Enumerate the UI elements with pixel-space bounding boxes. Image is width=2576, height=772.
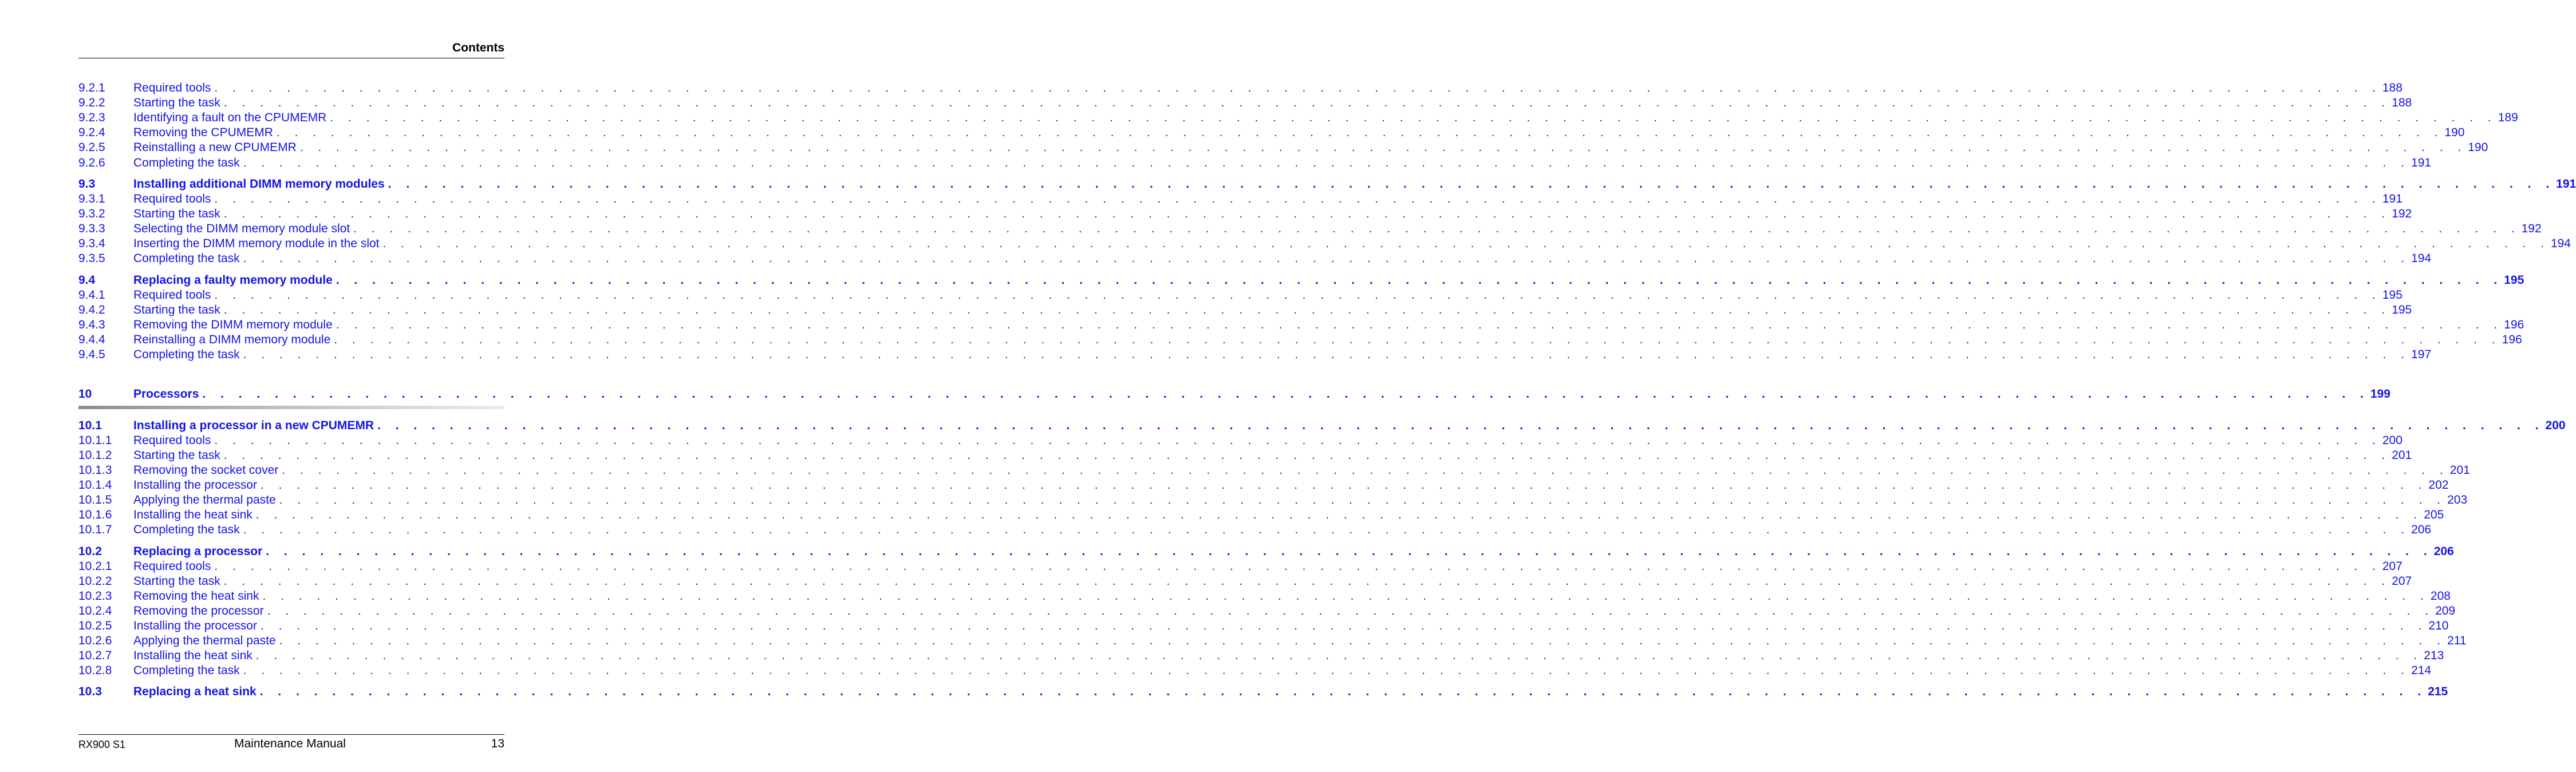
toc-entry[interactable]	[78, 348, 2432, 363]
toc-dot-leader: . . . . . . . . . . . . . . . . . . . . . . . . . . . . . . . . . . . . . . . . . . . . . . . . . . . . . . . . . . . . . . . . . . . . . . . . . . . . . . . . . . . . . . . . . . . . . . . . . . . . . . . . . . . . . . . . . . . . . . . .	[259, 685, 2427, 698]
toc-section-number: 10.1.4	[78, 478, 112, 492]
toc-dot-leader: . . . . . . . . . . . . . . . . . . . . . . . . . . . . . . . . . . . . . . . . . . . . . . . . . . . . . . . . . . . . . . . . . . . . . . . . . . . . . . . . . . . . . . . . . . . . . . . . . . . . . . . . . . . . . . . . . . . . . . . .	[377, 419, 2545, 432]
toc-section-title: Required tools	[133, 288, 211, 302]
toc-dot-leader: . . . . . . . . . . . . . . . . . . . . . . . . . . . . . . . . . . . . . . . . . . . . . . . . . . . . . . . . . . . . . . . . . . . . . . . . . . . . . . . . . . . . . . . . . . . . . . . . . . . . . . . . . . . . . . . . . . . . . . . .	[336, 318, 2503, 331]
toc-section-number: 10.2.2	[78, 575, 112, 588]
toc-dot-leader: . . . . . . . . . . . . . . . . . . . . . . . . . . . . . . . . . . . . . . . . . . . . . . . . . . . . . . . . . . . . . . . . . . . . . . . . . . . . . . . . . . . . . . . . . . . . . . . . . . . . . . . . . . . . . . . . . . . . . . . .	[336, 274, 2503, 287]
toc-section-title: Reinstalling a DIMM memory module	[133, 333, 331, 346]
toc-entry[interactable]	[78, 81, 2403, 96]
toc-dot-leader: . . . . . . . . . . . . . . . . . . . . . . . . . . . . . . . . . . . . . . . . . . . . . . . . . . . . . . . . . . . . . . . . . . . . . . . . . . . . . . . . . . . . . . . . . . . . . . . . . . . . . . . . . . . . . . . . . . . . . . . .	[266, 545, 2433, 558]
toc-page-number: 208	[2430, 589, 2451, 603]
toc-entry[interactable]	[78, 333, 2522, 348]
toc-entry-line	[133, 434, 2403, 448]
toc-page-number: 214	[2411, 664, 2432, 677]
footer-product-name: RX900 S1	[78, 739, 126, 750]
toc-page-number: 191	[2556, 177, 2576, 191]
toc-section-title: Required tools	[133, 560, 211, 573]
toc-page-number: 201	[2392, 449, 2412, 462]
toc-dot-leader: . . . . . . . . . . . . . . . . . . . . . . . . . . . . . . . . . . . . . . . . . . . . . . . . . . . . . . . . . . . . . . . . . . . . . . . . . . . . . . . . . . . . . . . . . . . . . . . . . . . . . . . . . . . . . . . . . . . . . . . .	[223, 303, 2391, 316]
toc-entry-line	[133, 141, 2488, 155]
toc-entry-line	[133, 96, 2412, 110]
toc-dot-leader: . . . . . . . . . . . . . . . . . . . . . . . . . . . . . . . . . . . . . . . . . . . . . . . . . . . . . . . . . . . . . . . . . . . . . . . . . . . . . . . . . . . . . . . . . . . . . . . . . . . . . . . . . . . . . . . . . . . . . . . .	[202, 387, 2369, 401]
toc-section-title: Completing the task	[133, 252, 240, 265]
toc-dot-leader: . . . . . . . . . . . . . . . . . . . . . . . . . . . . . . . . . . . . . . . . . . . . . . . . . . . . . . . . . . . . . . . . . . . . . . . . . . . . . . . . . . . . . . . . . . . . . . . . . . . . . . . . . . . . . . . . . . . . . . . .	[262, 589, 2429, 603]
toc-dot-leader: . . . . . . . . . . . . . . . . . . . . . . . . . . . . . . . . . . . . . . . . . . . . . . . . . . . . . . . . . . . . . . . . . . . . . . . . . . . . . . . . . . . . . . . . . . . . . . . . . . . . . . . . . . . . . . . . . . . . . . . .	[382, 237, 2550, 250]
toc-entry[interactable]	[78, 560, 2403, 575]
toc-entry-line	[133, 252, 2432, 266]
toc-entry-line	[133, 207, 2412, 221]
toc-dot-leader: . . . . . . . . . . . . . . . . . . . . . . . . . . . . . . . . . . . . . . . . . . . . . . . . . . . . . . . . . . . . . . . . . . . . . . . . . . . . . . . . . . . . . . . . . . . . . . . . . . . . . . . . . . . . . . . . . . . . . . . .	[353, 222, 2520, 235]
toc-entry[interactable]	[78, 96, 2412, 111]
toc-dot-leader: . . . . . . . . . . . . . . . . . . . . . . . . . . . . . . . . . . . . . . . . . . . . . . . . . . . . . . . . . . . . . . . . . . . . . . . . . . . . . . . . . . . . . . . . . . . . . . . . . . . . . . . . . . . . . . . . . . . . . . . .	[255, 508, 2423, 521]
toc-section-title: Removing the heat sink	[133, 589, 259, 603]
toc-entry-line	[133, 177, 2576, 191]
toc-page-number: 213	[2424, 649, 2444, 662]
toc-dot-leader: . . . . . . . . . . . . . . . . . . . . . . . . . . . . . . . . . . . . . . . . . . . . . . . . . . . . . . . . . . . . . . . . . . . . . . . . . . . . . . . . . . . . . . . . . . . . . . . . . . . . . . . . . . . . . . . . . . . . . . . .	[223, 449, 2391, 462]
toc-entry-line	[133, 560, 2403, 573]
toc-dot-leader: . . . . . . . . . . . . . . . . . . . . . . . . . . . . . . . . . . . . . . . . . . . . . . . . . . . . . . . . . . . . . . . . . . . . . . . . . . . . . . . . . . . . . . . . . . . . . . . . . . . . . . . . . . . . . . . . . . . . . . . .	[223, 575, 2391, 588]
toc-section-title: Replacing a heat sink	[133, 685, 257, 698]
toc-page-number: 191	[2411, 156, 2432, 169]
toc-section-number: 9.3	[78, 177, 96, 191]
toc-page-number: 196	[2504, 318, 2524, 331]
toc-page-number: 199	[2370, 387, 2390, 401]
toc-section-number: 9.4.1	[78, 288, 105, 302]
toc-entry-line	[133, 222, 2542, 236]
toc-section-number: 10.2.8	[78, 664, 112, 677]
toc-section-title: Applying the thermal paste	[133, 493, 276, 506]
toc-section-title: Inserting the DIMM memory module in the slot	[133, 237, 380, 250]
toc-entry[interactable]	[78, 192, 2403, 207]
toc-entry-line	[133, 523, 2432, 537]
toc-section-number: 9.2.2	[78, 96, 105, 109]
toc-entry[interactable]	[78, 434, 2403, 449]
toc-entry-line	[133, 649, 2444, 663]
toc-page-number: 197	[2411, 348, 2432, 361]
toc-page-number: 190	[2444, 126, 2465, 139]
toc-entry-line	[133, 156, 2432, 170]
toc-section-title: Completing the task	[133, 156, 240, 169]
toc-section-title: Completing the task	[133, 523, 240, 536]
toc-entry[interactable]	[78, 493, 2468, 508]
toc-entry-line	[133, 111, 2518, 125]
toc-entry[interactable]	[78, 222, 2542, 237]
toc-section-title: Starting the task	[133, 207, 220, 220]
toc-entry[interactable]	[78, 545, 2454, 560]
toc-page-number: 189	[2498, 111, 2518, 124]
toc-section-title: Starting the task	[133, 303, 220, 316]
toc-dot-leader: . . . . . . . . . . . . . . . . . . . . . . . . . . . . . . . . . . . . . . . . . . . . . . . . . . . . . . . . . . . . . . . . . . . . . . . . . . . . . . . . . . . . . . . . . . . . . . . . . . . . . . . . . . . . . . . . . . . . . . . .	[267, 604, 2435, 617]
toc-entry-line	[133, 619, 2449, 633]
toc-page-number: 209	[2435, 604, 2456, 617]
toc-entry-line	[133, 192, 2403, 206]
toc-section-number: 10.1.7	[78, 523, 112, 536]
toc-section-number: 10.2.1	[78, 560, 112, 573]
toc-entry[interactable]	[78, 419, 2566, 434]
toc-section-number: 9.2.3	[78, 111, 105, 124]
toc-entry-line	[133, 81, 2403, 95]
toc-section-title: Selecting the DIMM memory module slot	[133, 222, 350, 235]
toc-section-title: Processors	[133, 387, 199, 401]
toc-page-number: 194	[2550, 237, 2571, 250]
toc-section-title: Starting the task	[133, 575, 220, 588]
toc-section-number: 10.1.2	[78, 449, 112, 462]
toc-section-number: 10.3	[78, 685, 102, 698]
toc-page-number: 188	[2392, 96, 2412, 109]
toc-section-number: 9.3.4	[78, 237, 105, 250]
toc-dot-leader: . . . . . . . . . . . . . . . . . . . . . . . . . . . . . . . . . . . . . . . . . . . . . . . . . . . . . . . . . . . . . . . . . . . . . . . . . . . . . . . . . . . . . . . . . . . . . . . . . . . . . . . . . . . . . . . . . . . . . . . .	[299, 141, 2467, 154]
toc-entry-line	[133, 464, 2470, 477]
toc-section-title: Required tools	[133, 81, 211, 94]
toc-section-number: 10.1.1	[78, 434, 112, 447]
toc-section-number: 10.2.4	[78, 604, 112, 617]
toc-dot-leader: . . . . . . . . . . . . . . . . . . . . . . . . . . . . . . . . . . . . . . . . . . . . . . . . . . . . . . . . . . . . . . . . . . . . . . . . . . . . . . . . . . . . . . . . . . . . . . . . . . . . . . . . . . . . . . . . . . . . . . . .	[214, 560, 2381, 573]
toc-section-number: 10.2.3	[78, 589, 112, 603]
footer-document-title: Maintenance Manual	[234, 737, 346, 750]
toc-entry[interactable]	[78, 288, 2403, 303]
toc-section-title: Installing additional DIMM memory modules	[133, 177, 385, 191]
toc-entry-line	[133, 126, 2465, 140]
toc-entry-line	[133, 508, 2444, 522]
toc-dot-leader: . . . . . . . . . . . . . . . . . . . . . . . . . . . . . . . . . . . . . . . . . . . . . . . . . . . . . . . . . . . . . . . . . . . . . . . . . . . . . . . . . . . . . . . . . . . . . . . . . . . . . . . . . . . . . . . . . . . . . . . .	[243, 523, 2411, 536]
toc-entry[interactable]	[78, 649, 2444, 664]
toc-section-title: Replacing a faulty memory module	[133, 274, 333, 287]
toc-entry[interactable]	[78, 207, 2412, 222]
toc-section-title: Installing the heat sink	[133, 649, 253, 662]
toc-section-number: 9.2.5	[78, 141, 105, 154]
toc-page-number: 191	[2382, 192, 2403, 205]
toc-dot-leader: . . . . . . . . . . . . . . . . . . . . . . . . . . . . . . . . . . . . . . . . . . . . . . . . . . . . . . . . . . . . . . . . . . . . . . . . . . . . . . . . . . . . . . . . . . . . . . . . . . . . . . . . . . . . . . . . . . . . . . . .	[388, 177, 2555, 191]
toc-section-number: 10.2	[78, 545, 102, 558]
toc-entry-line	[133, 274, 2524, 287]
toc-section-number: 9.4.5	[78, 348, 105, 361]
toc-entry[interactable]	[78, 387, 2390, 402]
toc-section-title: Installing the processor	[133, 619, 257, 632]
toc-dot-leader: . . . . . . . . . . . . . . . . . . . . . . . . . . . . . . . . . . . . . . . . . . . . . . . . . . . . . . . . . . . . . . . . . . . . . . . . . . . . . . . . . . . . . . . . . . . . . . . . . . . . . . . . . . . . . . . . . . . . . . . .	[243, 664, 2411, 677]
toc-entry[interactable]	[78, 449, 2412, 464]
toc-entry[interactable]	[78, 126, 2465, 141]
toc-entry[interactable]	[78, 508, 2444, 523]
toc-section-title: Identifying a fault on the CPUMEMR	[133, 111, 327, 124]
toc-entry-line	[133, 478, 2449, 492]
toc-dot-leader: . . . . . . . . . . . . . . . . . . . . . . . . . . . . . . . . . . . . . . . . . . . . . . . . . . . . . . . . . . . . . . . . . . . . . . . . . . . . . . . . . . . . . . . . . . . . . . . . . . . . . . . . . . . . . . . . . . . . . . . .	[279, 634, 2447, 647]
toc-section-number: 9.3.5	[78, 252, 105, 265]
toc-section-title: Completing the task	[133, 664, 240, 677]
toc-page-number: 206	[2433, 545, 2454, 558]
toc-section-title: Removing the DIMM memory module	[133, 318, 333, 331]
toc-dot-leader: . . . . . . . . . . . . . . . . . . . . . . . . . . . . . . . . . . . . . . . . . . . . . . . . . . . . . . . . . . . . . . . . . . . . . . . . . . . . . . . . . . . . . . . . . . . . . . . . . . . . . . . . . . . . . . . . . . . . . . . .	[260, 478, 2428, 492]
toc-section-number: 9.4.4	[78, 333, 105, 346]
toc-dot-leader: . . . . . . . . . . . . . . . . . . . . . . . . . . . . . . . . . . . . . . . . . . . . . . . . . . . . . . . . . . . . . . . . . . . . . . . . . . . . . . . . . . . . . . . . . . . . . . . . . . . . . . . . . . . . . . . . . . . . . . . .	[214, 434, 2381, 447]
toc-entry-line	[133, 387, 2390, 401]
header-title: Contents	[452, 41, 504, 54]
toc-entry[interactable]	[78, 464, 2470, 478]
toc-entry[interactable]	[78, 575, 2412, 589]
toc-dot-leader: . . . . . . . . . . . . . . . . . . . . . . . . . . . . . . . . . . . . . . . . . . . . . . . . . . . . . . . . . . . . . . . . . . . . . . . . . . . . . . . . . . . . . . . . . . . . . . . . . . . . . . . . . . . . . . . . . . . . . . . .	[243, 348, 2411, 361]
toc-section-title: Removing the socket cover	[133, 464, 279, 477]
toc-section-number: 10.1	[78, 419, 102, 432]
toc-entry-line	[133, 575, 2412, 588]
toc-entry-line	[133, 664, 2432, 678]
toc-section-number: 10.2.6	[78, 634, 112, 647]
chapter-divider	[78, 406, 504, 409]
toc-page-number: 200	[2545, 419, 2566, 432]
toc-entry-line	[133, 348, 2432, 362]
toc-entry[interactable]	[78, 664, 2432, 679]
toc-page-number: 192	[2521, 222, 2542, 235]
toc-page-number: 207	[2392, 575, 2412, 588]
toc-dot-leader: . . . . . . . . . . . . . . . . . . . . . . . . . . . . . . . . . . . . . . . . . . . . . . . . . . . . . . . . . . . . . . . . . . . . . . . . . . . . . . . . . . . . . . . . . . . . . . . . . . . . . . . . . . . . . . . . . . . . . . . .	[243, 252, 2411, 265]
toc-page-number: 195	[2382, 288, 2403, 302]
toc-page-number: 207	[2382, 560, 2403, 573]
footer-page-number: 13	[491, 737, 504, 750]
footer-divider	[78, 734, 504, 735]
toc-section-number: 10.2.7	[78, 649, 112, 662]
toc-page-number: 215	[2428, 685, 2448, 698]
toc-dot-leader: . . . . . . . . . . . . . . . . . . . . . . . . . . . . . . . . . . . . . . . . . . . . . . . . . . . . . . . . . . . . . . . . . . . . . . . . . . . . . . . . . . . . . . . . . . . . . . . . . . . . . . . . . . . . . . . . . . . . . . . .	[223, 207, 2391, 220]
toc-page-number: 203	[2447, 493, 2468, 506]
toc-entry[interactable]	[78, 685, 2448, 700]
toc-dot-leader: . . . . . . . . . . . . . . . . . . . . . . . . . . . . . . . . . . . . . . . . . . . . . . . . . . . . . . . . . . . . . . . . . . . . . . . . . . . . . . . . . . . . . . . . . . . . . . . . . . . . . . . . . . . . . . . . . . . . . . . .	[214, 288, 2381, 302]
toc-entry-line	[133, 333, 2522, 347]
toc-section-number: 9.2.1	[78, 81, 105, 94]
toc-section-number: 9.2.4	[78, 126, 105, 139]
toc-entry[interactable]	[78, 589, 2451, 604]
toc-page-number: 210	[2428, 619, 2449, 632]
toc-entry[interactable]	[78, 177, 2576, 192]
toc-page-number: 195	[2392, 303, 2412, 316]
toc-page-number: 205	[2424, 508, 2444, 521]
toc-section-title: Required tools	[133, 434, 211, 447]
toc-section-number: 9.4.2	[78, 303, 105, 316]
toc-entry[interactable]	[78, 237, 2571, 252]
toc-section-title: Starting the task	[133, 449, 220, 462]
toc-entry-line	[133, 493, 2468, 507]
toc-section-number: 9.3.2	[78, 207, 105, 220]
toc-dot-leader: . . . . . . . . . . . . . . . . . . . . . . . . . . . . . . . . . . . . . . . . . . . . . . . . . . . . . . . . . . . . . . . . . . . . . . . . . . . . . . . . . . . . . . . . . . . . . . . . . . . . . . . . . . . . . . . . . . . . . . . .	[255, 649, 2423, 662]
toc-section-title: Removing the processor	[133, 604, 264, 617]
toc-entry-line	[133, 545, 2454, 559]
toc-page-number: 195	[2504, 274, 2524, 287]
toc-dot-leader: . . . . . . . . . . . . . . . . . . . . . . . . . . . . . . . . . . . . . . . . . . . . . . . . . . . . . . . . . . . . . . . . . . . . . . . . . . . . . . . . . . . . . . . . . . . . . . . . . . . . . . . . . . . . . . . . . . . . . . . .	[279, 493, 2447, 506]
toc-entry[interactable]	[78, 523, 2432, 538]
toc-dot-leader: . . . . . . . . . . . . . . . . . . . . . . . . . . . . . . . . . . . . . . . . . . . . . . . . . . . . . . . . . . . . . . . . . . . . . . . . . . . . . . . . . . . . . . . . . . . . . . . . . . . . . . . . . . . . . . . . . . . . . . . .	[334, 333, 2501, 346]
toc-page-number: 201	[2449, 464, 2470, 477]
toc-dot-leader: . . . . . . . . . . . . . . . . . . . . . . . . . . . . . . . . . . . . . . . . . . . . . . . . . . . . . . . . . . . . . . . . . . . . . . . . . . . . . . . . . . . . . . . . . . . . . . . . . . . . . . . . . . . . . . . . . . . . . . . .	[214, 81, 2381, 94]
toc-entry-line	[133, 685, 2448, 699]
toc-section-title: Completing the task	[133, 348, 240, 361]
toc-section-number: 9.4.3	[78, 318, 105, 331]
toc-entry-line	[133, 318, 2524, 332]
toc-entry[interactable]	[78, 318, 2524, 333]
toc-section-number: 10.1.5	[78, 493, 112, 506]
toc-entry[interactable]	[78, 111, 2518, 126]
toc-page-number: 194	[2411, 252, 2432, 265]
toc-section-number: 10.1.3	[78, 464, 112, 477]
toc-page-number: 202	[2428, 478, 2449, 492]
toc-page-number: 190	[2468, 141, 2488, 154]
toc-section-number: 10.2.5	[78, 619, 112, 632]
toc-section-number: 9.3.3	[78, 222, 105, 235]
toc-entry[interactable]	[78, 252, 2432, 267]
toc-section-number: 10.1.6	[78, 508, 112, 521]
toc-dot-leader: . . . . . . . . . . . . . . . . . . . . . . . . . . . . . . . . . . . . . . . . . . . . . . . . . . . . . . . . . . . . . . . . . . . . . . . . . . . . . . . . . . . . . . . . . . . . . . . . . . . . . . . . . . . . . . . . . . . . . . . .	[276, 126, 2444, 139]
toc-section-title: Installing the heat sink	[133, 508, 253, 521]
toc-section-title: Installing the processor	[133, 478, 257, 492]
toc-entry[interactable]	[78, 303, 2412, 318]
toc-entry[interactable]	[78, 634, 2467, 649]
toc-section-title: Installing a processor in a new CPUMEMR	[133, 419, 374, 432]
toc-entry[interactable]	[78, 604, 2456, 619]
toc-entry-line	[133, 288, 2403, 302]
toc-dot-leader: . . . . . . . . . . . . . . . . . . . . . . . . . . . . . . . . . . . . . . . . . . . . . . . . . . . . . . . . . . . . . . . . . . . . . . . . . . . . . . . . . . . . . . . . . . . . . . . . . . . . . . . . . . . . . . . . . . . . . . . .	[243, 156, 2411, 169]
toc-entry-line	[133, 589, 2451, 603]
toc-entry-line	[133, 303, 2412, 317]
toc-section-title: Required tools	[133, 192, 211, 205]
toc-dot-leader: . . . . . . . . . . . . . . . . . . . . . . . . . . . . . . . . . . . . . . . . . . . . . . . . . . . . . . . . . . . . . . . . . . . . . . . . . . . . . . . . . . . . . . . . . . . . . . . . . . . . . . . . . . . . . . . . . . . . . . . .	[282, 464, 2449, 477]
toc-dot-leader: . . . . . . . . . . . . . . . . . . . . . . . . . . . . . . . . . . . . . . . . . . . . . . . . . . . . . . . . . . . . . . . . . . . . . . . . . . . . . . . . . . . . . . . . . . . . . . . . . . . . . . . . . . . . . . . . . . . . . . . .	[214, 192, 2381, 205]
toc-section-number: 10	[78, 387, 92, 401]
toc-entry-line	[133, 634, 2467, 648]
toc-page-number: 211	[2447, 634, 2467, 647]
toc-entry-line	[133, 604, 2456, 618]
toc-page-number: 188	[2382, 81, 2403, 94]
toc-section-title: Removing the CPUMEMR	[133, 126, 273, 139]
toc-dot-leader: . . . . . . . . . . . . . . . . . . . . . . . . . . . . . . . . . . . . . . . . . . . . . . . . . . . . . . . . . . . . . . . . . . . . . . . . . . . . . . . . . . . . . . . . . . . . . . . . . . . . . . . . . . . . . . . . . . . . . . . .	[223, 96, 2391, 109]
toc-entry-line	[133, 419, 2566, 433]
toc-entry[interactable]	[78, 156, 2432, 171]
toc-page-number: 192	[2392, 207, 2412, 220]
toc-dot-leader: . . . . . . . . . . . . . . . . . . . . . . . . . . . . . . . . . . . . . . . . . . . . . . . . . . . . . . . . . . . . . . . . . . . . . . . . . . . . . . . . . . . . . . . . . . . . . . . . . . . . . . . . . . . . . . . . . . . . . . . .	[260, 619, 2428, 632]
toc-section-title: Replacing a processor	[133, 545, 263, 558]
toc-entry[interactable]	[78, 478, 2449, 493]
toc-section-title: Starting the task	[133, 96, 220, 109]
toc-section-number: 9.4	[78, 274, 96, 287]
toc-page-number: 206	[2411, 523, 2432, 536]
toc-section-title: Reinstalling a new CPUMEMR	[133, 141, 297, 154]
toc-page-number: 200	[2382, 434, 2403, 447]
toc-section-number: 9.3.1	[78, 192, 105, 205]
toc-entry[interactable]	[78, 619, 2449, 634]
toc-section-title: Applying the thermal paste	[133, 634, 276, 647]
toc-entry[interactable]	[78, 141, 2488, 156]
toc-page-number: 196	[2502, 333, 2522, 346]
toc-entry[interactable]	[78, 274, 2524, 288]
toc-section-number: 9.2.6	[78, 156, 105, 169]
toc-entry-line	[133, 449, 2412, 462]
toc-dot-leader: . . . . . . . . . . . . . . . . . . . . . . . . . . . . . . . . . . . . . . . . . . . . . . . . . . . . . . . . . . . . . . . . . . . . . . . . . . . . . . . . . . . . . . . . . . . . . . . . . . . . . . . . . . . . . . . . . . . . . . . .	[330, 111, 2497, 124]
toc-entry-line	[133, 237, 2571, 251]
